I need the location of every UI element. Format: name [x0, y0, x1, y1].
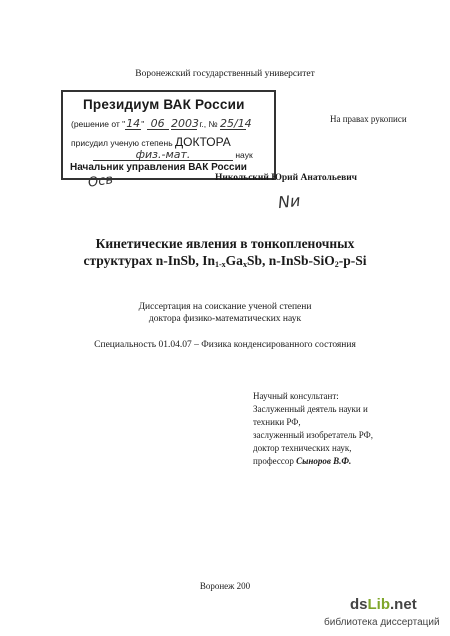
- manuscript-rights: На правах рукописи: [330, 114, 407, 124]
- university-name: Воронежский государственный университет: [135, 69, 315, 79]
- consultant-name: Сыноров В.Ф.: [296, 456, 352, 466]
- consultant-title: профессор: [253, 456, 297, 466]
- stamp-field: физ.-мат.: [93, 150, 233, 161]
- stamp-decision-prefix: (решение от ": [71, 119, 126, 129]
- consultant-line-2: техники РФ,: [253, 417, 301, 427]
- title-line-2: [0, 252, 450, 273]
- logo-part-b: Lib: [367, 596, 391, 613]
- stamp-month: 06: [147, 119, 169, 130]
- stamp-day: 14: [126, 117, 141, 130]
- stamp-title: Президиум ВАК России: [83, 97, 245, 112]
- dissertation-type: [0, 301, 450, 325]
- dissertation-title: [0, 235, 450, 273]
- stamp-quote: ": [141, 119, 145, 129]
- stamp-degree-prefix: присудил ученую степень: [71, 138, 173, 148]
- consultant-line-1: Заслуженный деятель науки и: [253, 404, 368, 414]
- stamp-decision-line: [71, 117, 252, 130]
- stamp-year: 2003: [170, 117, 199, 130]
- dslib-subtitle: библиотека диссертаций: [324, 617, 440, 628]
- stamp-year-suffix: г., №: [196, 119, 218, 129]
- consultant-block: [253, 390, 373, 468]
- stamp-signature: Осв: [87, 172, 114, 191]
- title-sub-2: x: [242, 260, 247, 269]
- title-part-d: -p-Si: [338, 253, 367, 268]
- stamp-degree: ДОКТОРА: [175, 135, 231, 149]
- stamp-head-title: Начальник управления ВАК России: [70, 162, 247, 173]
- dslib-logo: [350, 596, 417, 613]
- logo-part-c: .net: [390, 596, 417, 613]
- specialty: Специальность 01.04.07 – Физика конденсированного состояния: [94, 340, 356, 350]
- stamp-field-suffix: наук: [233, 150, 253, 160]
- title-part-b: Ga: [225, 253, 243, 268]
- title-part-c: Sb, n-InSb-SiO: [246, 253, 335, 268]
- stamp-degree-line: [71, 135, 231, 149]
- consultant-line-3: заслуженный изобретатель РФ,: [253, 430, 373, 440]
- stamp-number: 25/14: [219, 117, 252, 130]
- stamp-field-line: [93, 150, 253, 161]
- vak-stamp: [61, 90, 276, 180]
- title-line-1: Кинетические явления в тонкопленочных: [95, 236, 355, 251]
- logo-part-a: ds: [350, 596, 368, 613]
- consultant-line-4: доктор технических наук,: [253, 443, 352, 453]
- title-part-a: структурах n-InSb, In: [83, 253, 215, 268]
- title-sub-1: 1-x: [215, 260, 226, 269]
- author-signature: Nи: [277, 190, 302, 213]
- consultant-label: Научный консультант:: [253, 391, 339, 401]
- dissertation-line-2: доктора физико-математических наук: [148, 314, 302, 324]
- author-name: Никольский Юрий Анатольевич: [215, 173, 358, 183]
- title-sub-3: 2: [334, 260, 339, 269]
- city-year: Воронеж 200: [199, 581, 251, 591]
- consultant-line-5: [253, 455, 373, 468]
- dissertation-line-1: Диссертация на соискание ученой степени: [138, 302, 312, 312]
